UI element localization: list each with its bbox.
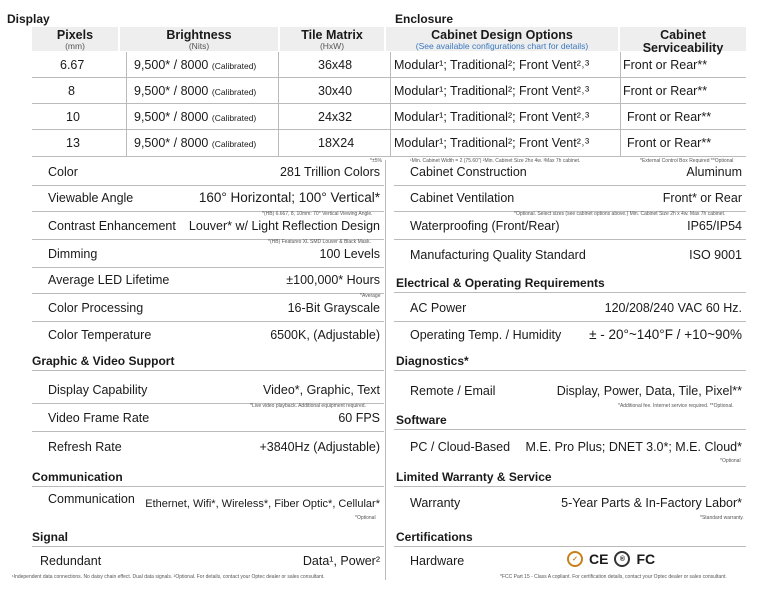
spec-row: PC / Cloud-Based M.E. Pro Plus; DNET 3.0*; M.E. Cloud* (410, 440, 742, 454)
ce-mark-icon: CE (589, 551, 609, 567)
signal-title: Signal (32, 530, 69, 544)
header-cabinet-serviceability: Cabinet Serviceability (620, 27, 746, 51)
header-tile-matrix: Tile Matrix (HxW) (280, 27, 384, 51)
electrical-title: Electrical & Operating Requirements (396, 276, 605, 290)
spec-row: Communication Ethernet, Wifi*, Wireless*, Fiber Optic*, Cellular* (48, 492, 380, 510)
spec-row: Refresh Rate +3840Hz (Adjustable) (48, 440, 380, 454)
spec-row: Redundant Data¹, Power² (40, 554, 380, 568)
header-brightness: Brightness (Nits) (120, 27, 278, 51)
spec-row: Cabinet Ventilation Front* or Rear (394, 186, 746, 212)
communication-title: Communication (32, 470, 123, 484)
table-note: ¹Min. Cabinet Width = 2 (75.60") ²Min. Cabinet Size 2hx 4w. ³Max 7h cabinet. (410, 158, 581, 164)
display-title: Display (7, 12, 50, 26)
diagnostics-title: Diagnostics* (396, 354, 469, 368)
spec-row: Remote / Email Display, Power, Data, Tile, Pixel** (410, 384, 742, 398)
spec-row: Manufacturing Quality Standard ISO 9001 (410, 248, 742, 262)
spec-row: Video Frame Rate 60 FPS (32, 406, 384, 432)
section-line (32, 370, 384, 371)
spec-note: *(HB) Features XL SMD Louver & Black Mask. (268, 239, 371, 245)
table-row: 6.67 9,500* / 8000 (Calibrated) 36x48 Modular¹; Traditional²; Front Vent²˒³ Front or Rear** (32, 52, 746, 78)
table-divider (126, 52, 127, 157)
table-divider (278, 52, 279, 157)
software-title: Software (396, 413, 447, 427)
table-row: 8 9,500* / 8000 (Calibrated) 30x40 Modular¹; Traditional²; Front Vent²˒³ Front or Rear** (32, 78, 746, 104)
table-divider (620, 52, 621, 157)
spec-row: Contrast Enhancement Louver* w/ Light Reflection Design (32, 214, 384, 240)
fcc-icon: FC (636, 551, 656, 567)
spec-note: *Optional (355, 515, 376, 521)
enclosure-title: Enclosure (395, 12, 454, 26)
spec-row: Color Processing 16-Bit Grayscale (32, 296, 384, 322)
table-divider (390, 52, 391, 157)
spec-note: *Optional (720, 458, 741, 464)
spec-row: Dimming 100 Levels (32, 242, 384, 268)
table-row: 13 9,500* / 8000 (Calibrated) 18X24 Modular¹; Traditional²; Front Vent²˒³ Front or Rear** (66, 136, 712, 150)
table-note: *External Control Box Required **Optional (640, 158, 734, 164)
section-line (394, 292, 746, 293)
spec-note: *FCC Part 15 - Class A copliant. For certification details, contact your Optec dealer or sales consultant. (500, 574, 727, 580)
section-line (32, 546, 384, 547)
spec-note: *Additional fee. Internet service required. **Optional. (618, 403, 734, 409)
spec-row: Cabinet Construction Aluminum (394, 160, 746, 186)
warranty-title: Limited Warranty & Service (396, 470, 552, 484)
section-line (394, 370, 746, 371)
spec-row: Viewable Angle 160° Horizontal; 100° Vertical* (32, 186, 384, 212)
spec-row: Operating Temp. / Humidity ± - 20°~140°F / +10~90% (410, 327, 742, 342)
column-divider (385, 160, 386, 580)
graphic-title: Graphic & Video Support (32, 354, 175, 368)
spec-note: *Standard warranty. (700, 515, 744, 521)
header-cabinet-design: Cabinet Design Options (See available configurations chart for details) (386, 27, 618, 51)
spec-row: Warranty 5-Year Parts & In-Factory Labor* (410, 496, 742, 510)
etl-listed-icon: ® (614, 551, 630, 567)
table-row: 10 9,500* / 8000 (Calibrated) 24x32 Modular¹; Traditional²; Front Vent²˒³ Front or Rear** (32, 104, 746, 130)
rohs-icon: ✓ (567, 551, 583, 567)
section-line (394, 486, 746, 487)
certifications-title: Certifications (396, 530, 473, 544)
header-pixels: Pixels (mm) (32, 27, 118, 51)
spec-row: Color Temperature 6500K, (Adjustable) (48, 328, 380, 342)
spec-row: AC Power 120/208/240 VAC 60 Hz. (394, 296, 746, 322)
section-line (394, 546, 746, 547)
table-note: *±5% (370, 158, 382, 164)
spec-row: Hardware (410, 554, 465, 568)
spec-note: ¹Independent data connections. No daisy chain effect. Dual data signals. ²Optional. For details, contact your Optec dealer or sales consultant. (12, 574, 325, 580)
spec-note: *Average (360, 293, 381, 299)
spec-row: Average LED Lifetime ±100,000* Hours (32, 268, 384, 294)
spec-note: *Live video playback. Additional equipment required. (250, 403, 366, 409)
spec-note: *(HB) 6.667, 8, 10mm: 70° Vertical Viewing Angle. (262, 211, 373, 217)
section-line (394, 429, 746, 430)
spec-row: Color 281 Trillion Colors (32, 160, 384, 186)
spec-note: *Optional. Select sizes (see cabinet options above.) Min. Cabinet Size 2h x 4w. Max 7h cabinet. (514, 211, 726, 217)
spec-row: Display Capability Video*, Graphic, Text (32, 378, 384, 404)
spec-row: Waterproofing (Front/Rear) IP65/IP54 (394, 214, 746, 240)
table-bottom-line (32, 156, 746, 157)
certification-marks (567, 551, 655, 567)
